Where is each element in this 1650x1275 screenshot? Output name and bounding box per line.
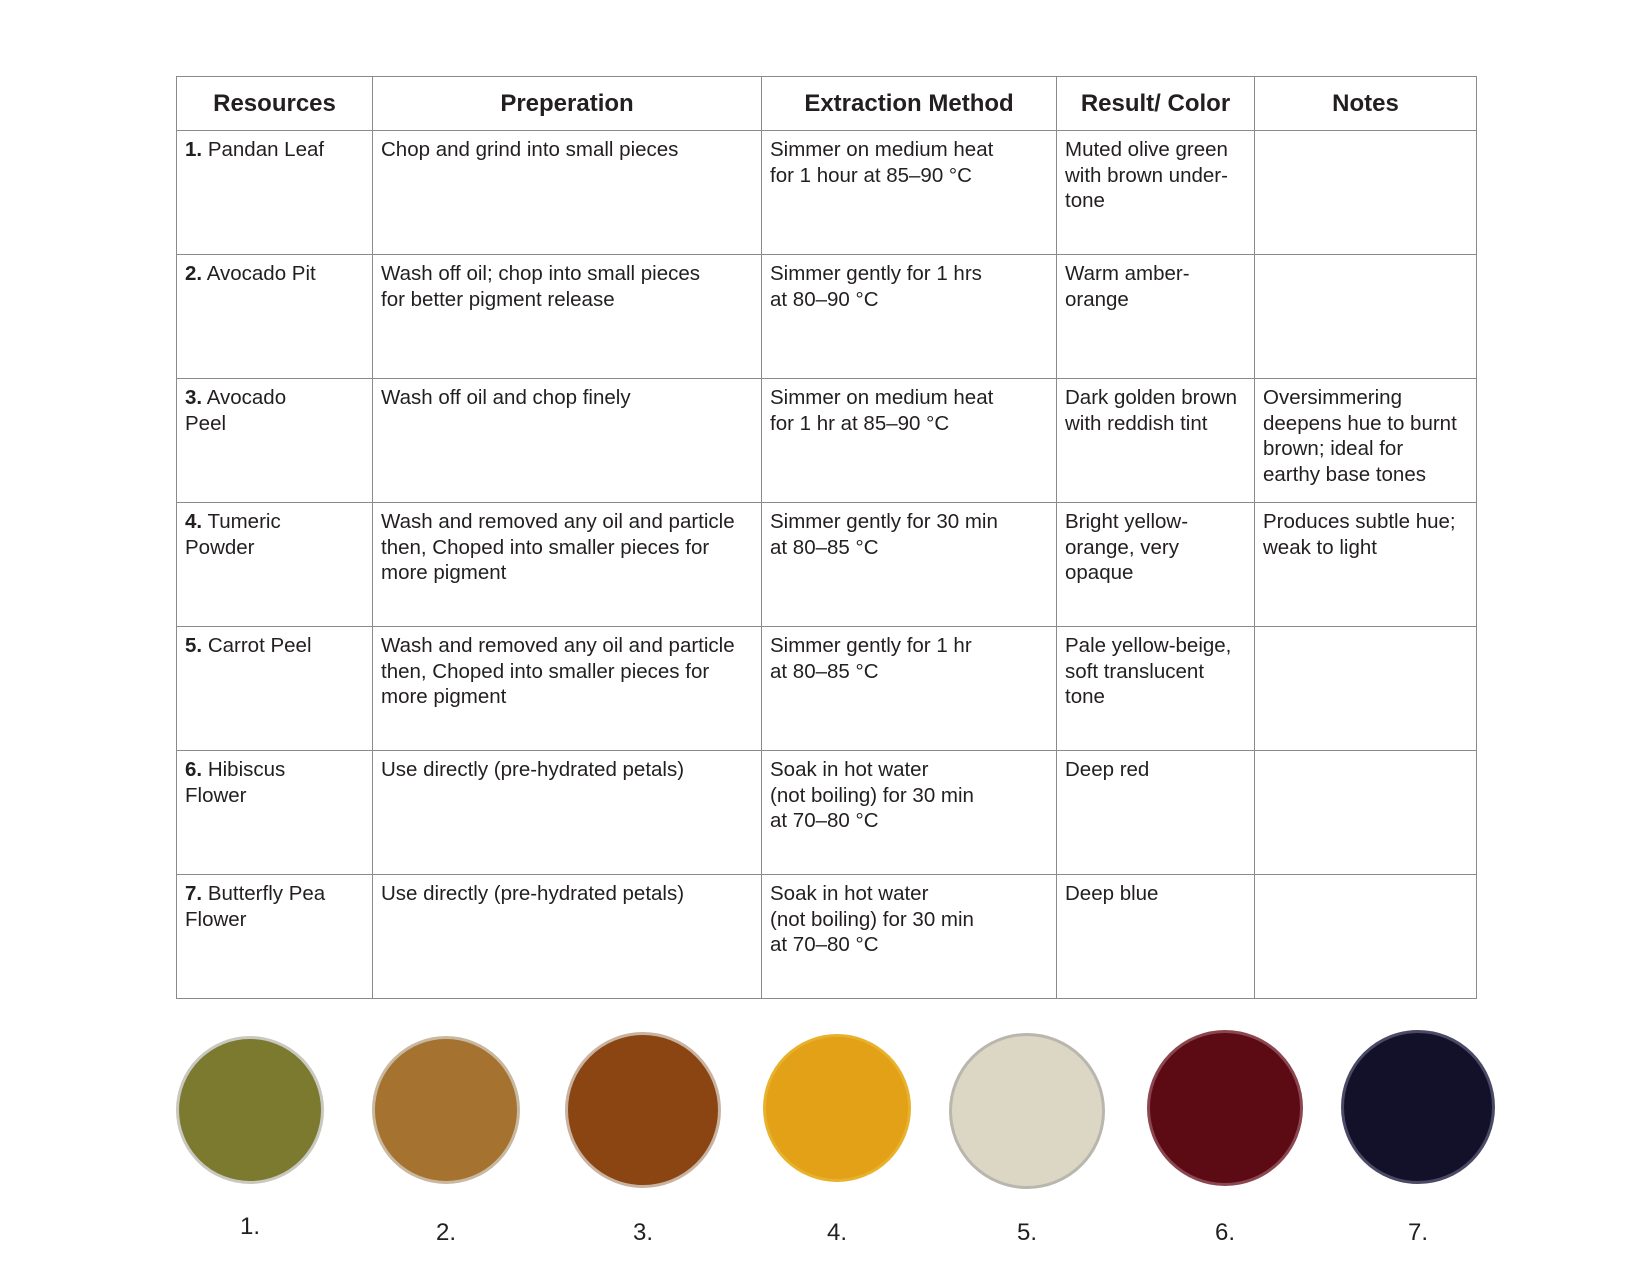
cell-result-color: Pale yellow-beige, soft translucent tone — [1057, 627, 1255, 751]
cell-preparation: Wash off oil and chop finely — [373, 379, 762, 503]
cell-result-color: Dark golden brown with reddish tint — [1057, 379, 1255, 503]
resource-number: 3. — [185, 386, 203, 409]
dye-swatch-circle — [565, 1032, 721, 1188]
dye-swatch-label: 1. — [239, 1213, 260, 1240]
cell-result-color: Bright yellow- orange, very opaque — [1057, 503, 1255, 627]
cell-resource — [177, 751, 373, 875]
header-resources: Resources — [177, 77, 373, 131]
cell-preparation: Wash and removed any oil and particle then, Choped into smaller pieces for more pigment — [373, 627, 762, 751]
cell-resource — [177, 131, 373, 255]
cell-preparation: Wash and removed any oil and particle then, Choped into smaller pieces for more pigment — [373, 503, 762, 627]
cell-notes — [1255, 751, 1477, 875]
header-notes: Notes — [1255, 77, 1477, 131]
resource-number: 1. — [185, 138, 203, 161]
resource-name: Pandan Leaf — [207, 138, 325, 161]
cell-notes — [1255, 131, 1477, 255]
cell-resource — [177, 379, 373, 503]
dye-swatch-circle — [1341, 1030, 1495, 1184]
dye-swatch-circle — [372, 1036, 520, 1184]
table-row — [177, 503, 1477, 627]
table-header-row — [177, 77, 1477, 131]
resource-number: 4. — [185, 510, 203, 533]
dye-swatch-circle — [1147, 1030, 1303, 1186]
cell-notes — [1255, 255, 1477, 379]
dye-swatch-circle — [949, 1033, 1105, 1189]
header-result-color: Result/ Color — [1057, 77, 1255, 131]
cell-extraction-method: Simmer on medium heat for 1 hour at 85–90 °C — [762, 131, 1057, 255]
cell-resource — [177, 627, 373, 751]
resource-name: Butterfly Pea Flower — [185, 882, 326, 931]
cell-result-color: Muted olive green with brown under- tone — [1057, 131, 1255, 255]
table-row — [177, 131, 1477, 255]
dye-swatch-label: 4. — [826, 1219, 847, 1246]
cell-result-color: Deep blue — [1057, 875, 1255, 999]
table-row — [177, 255, 1477, 379]
cell-extraction-method: Simmer on medium heat for 1 hr at 85–90 °C — [762, 379, 1057, 503]
dye-swatch-label: 5. — [1016, 1219, 1037, 1246]
resource-name: Carrot Peel — [207, 634, 312, 657]
cell-notes: Oversimmering deepens hue to burnt brown; ideal for earthy base tones — [1255, 379, 1477, 503]
resource-number: 5. — [185, 634, 203, 657]
cell-result-color: Warm amber- orange — [1057, 255, 1255, 379]
table-row — [177, 751, 1477, 875]
cell-extraction-method: Simmer gently for 1 hr at 80–85 °C — [762, 627, 1057, 751]
resource-name: Avocado Pit — [206, 262, 316, 285]
dye-swatch-label: 2. — [435, 1219, 456, 1246]
cell-notes — [1255, 875, 1477, 999]
cell-preparation: Chop and grind into small pieces — [373, 131, 762, 255]
resource-name: Hibiscus Flower — [185, 758, 286, 807]
dye-swatch-label: 7. — [1407, 1219, 1428, 1246]
table-body — [177, 131, 1477, 999]
dye-swatch-circle — [176, 1036, 324, 1184]
cell-preparation: Use directly (pre-hydrated petals) — [373, 875, 762, 999]
cell-extraction-method: Simmer gently for 1 hrs at 80–90 °C — [762, 255, 1057, 379]
resource-name: Avocado Peel — [185, 386, 287, 435]
extraction-table-container — [176, 76, 1476, 999]
resource-number: 7. — [185, 882, 203, 905]
cell-resource — [177, 255, 373, 379]
dye-swatch-circle — [763, 1034, 911, 1182]
cell-resource — [177, 503, 373, 627]
cell-extraction-method: Simmer gently for 30 min at 80–85 °C — [762, 503, 1057, 627]
dye-swatch-label: 6. — [1214, 1219, 1235, 1246]
table-row — [177, 875, 1477, 999]
cell-extraction-method: Soak in hot water (not boiling) for 30 min at 70–80 °C — [762, 875, 1057, 999]
cell-extraction-method: Soak in hot water (not boiling) for 30 min at 70–80 °C — [762, 751, 1057, 875]
dye-extraction-table — [176, 76, 1477, 999]
cell-resource — [177, 875, 373, 999]
header-preparation: Preperation — [373, 77, 762, 131]
dye-swatch-label: 3. — [632, 1219, 653, 1246]
cell-preparation: Wash off oil; chop into small pieces for better pigment release — [373, 255, 762, 379]
resource-number: 6. — [185, 758, 203, 781]
cell-result-color: Deep red — [1057, 751, 1255, 875]
resource-number: 2. — [185, 262, 203, 285]
cell-preparation: Use directly (pre-hydrated petals) — [373, 751, 762, 875]
cell-notes: Produces subtle hue; weak to light — [1255, 503, 1477, 627]
header-extraction-method: Extraction Method — [762, 77, 1057, 131]
table-row — [177, 379, 1477, 503]
resource-name: Tumeric Powder — [185, 510, 281, 559]
table-row — [177, 627, 1477, 751]
cell-notes — [1255, 627, 1477, 751]
